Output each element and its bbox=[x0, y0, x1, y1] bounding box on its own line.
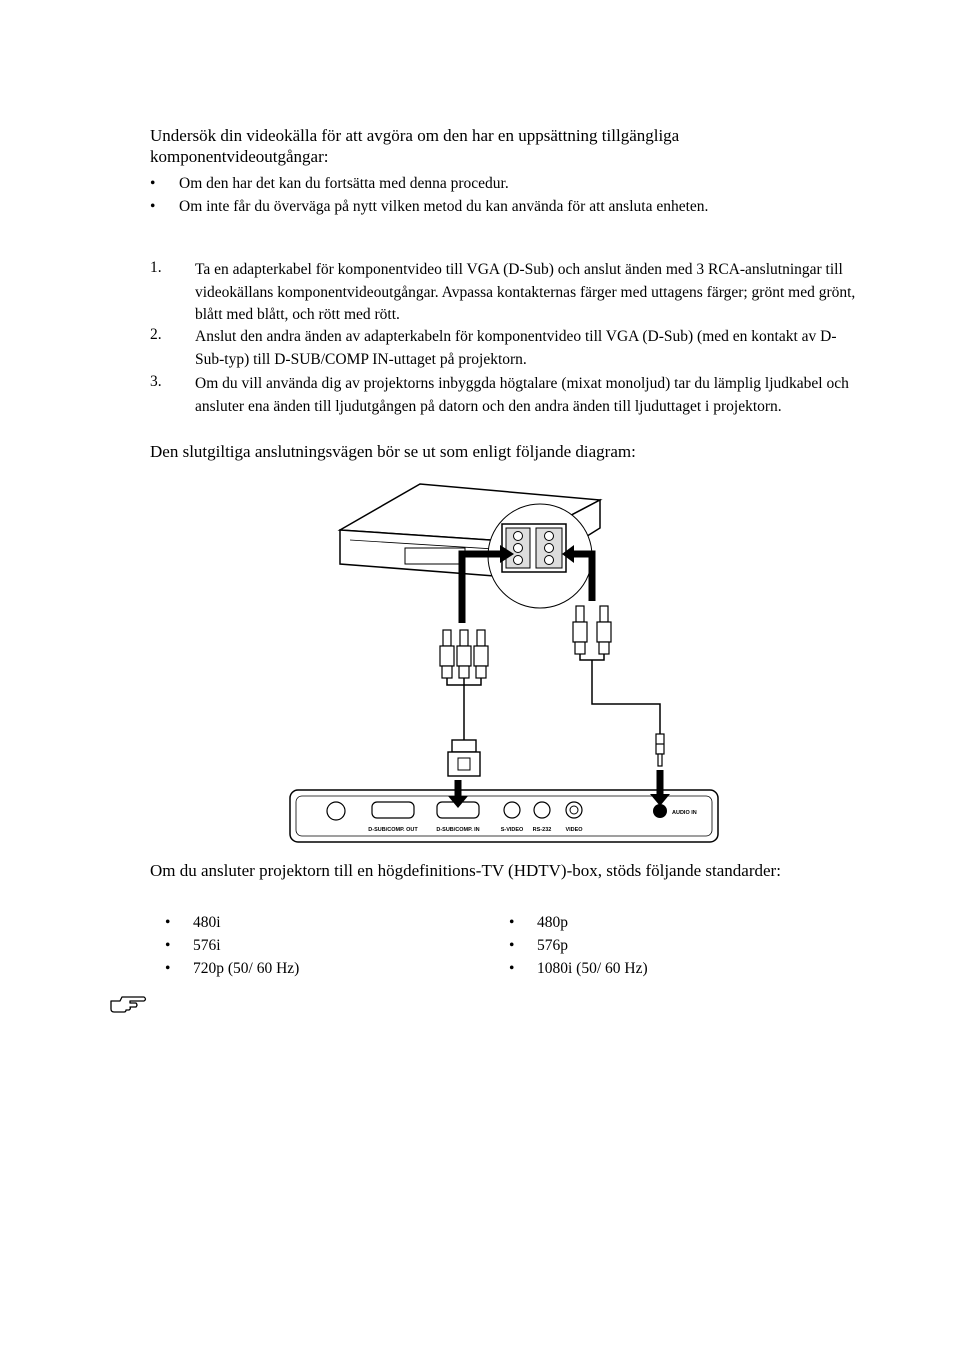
step-number: 2. bbox=[150, 326, 162, 343]
hdtv-standard: 720p (50/ 60 Hz) bbox=[193, 960, 300, 977]
audio-jack bbox=[656, 734, 664, 766]
hdtv-standard: 576p bbox=[537, 937, 568, 954]
step-text: Anslut den andra änden av adapterkabeln för komponentvideo till VGA (D-Sub) (med en kontakt av D-Sub-typ) till D-SUB/COMP IN-uttaget på projektorn. bbox=[195, 328, 837, 368]
bullet-marker: • bbox=[165, 937, 171, 954]
hdtv-standard: 480p bbox=[537, 914, 568, 931]
port-label: VIDEO bbox=[565, 827, 583, 833]
rca-plugs-audio bbox=[573, 606, 611, 654]
step-text: Ta en adapterkabel för komponentvideo till VGA (D-Sub) och anslut änden med 3 RCA-anslutningar till videokällans komponentvideoutgångar. Avpassa kontakternas färger med uttagens färger; grönt med grönt, blått med blått, och rött med rött. bbox=[195, 261, 856, 323]
connection-diagram bbox=[280, 478, 730, 848]
port-label: D-SUB/COMP. OUT bbox=[368, 827, 418, 833]
bullet-marker: • bbox=[509, 937, 515, 954]
hdtv-paragraph: Om du ansluter projektorn till en högdefinitions-TV (HDTV)-box, stöds följande standarder: bbox=[150, 861, 781, 880]
step-number: 3. bbox=[150, 373, 162, 390]
component-cable bbox=[447, 678, 481, 740]
port-label: RS-232 bbox=[532, 827, 552, 833]
port-label: D-SUB/COMP. IN bbox=[436, 827, 480, 833]
vga-plug bbox=[448, 740, 480, 776]
pointing-hand-icon bbox=[108, 993, 148, 1015]
diagram-intro: Den slutgiltiga anslutningsvägen bör se ut som enligt följande diagram: bbox=[150, 442, 636, 461]
hdtv-standard: 480i bbox=[193, 914, 221, 931]
bullet-marker: • bbox=[509, 960, 515, 977]
bullet-marker: • bbox=[509, 914, 515, 931]
intro-bullet: Om inte får du överväga på nytt vilken metod du kan använda för att ansluta enheten. bbox=[179, 198, 709, 215]
bullet-marker: • bbox=[150, 175, 156, 192]
hdtv-standard: 1080i (50/ 60 Hz) bbox=[537, 960, 648, 977]
intro-paragraph: Undersök din videokälla för att avgöra om den har en uppsättning tillgängliga komponentvideoutgångar: bbox=[150, 126, 680, 166]
step-text: Om du vill använda dig av projektorns inbyggda högtalare (mixat monoljud) tar du lämplig ljudkabel och ansluter ena änden till ljudutgången på datorn och den andra änden till ljuduttaget i projektorn. bbox=[195, 375, 849, 415]
bullet-marker: • bbox=[165, 960, 171, 977]
port-label: AUDIO IN bbox=[672, 810, 697, 816]
intro-bullet: Om den har det kan du fortsätta med denna procedur. bbox=[179, 175, 509, 192]
port-label: S-VIDEO bbox=[500, 827, 524, 833]
bullet-marker: • bbox=[150, 198, 156, 215]
audio-cable bbox=[580, 654, 660, 734]
rca-plugs-component bbox=[440, 630, 488, 678]
step-number: 1. bbox=[150, 259, 162, 276]
bullet-marker: • bbox=[165, 914, 171, 931]
hdtv-standard: 576i bbox=[193, 937, 221, 954]
